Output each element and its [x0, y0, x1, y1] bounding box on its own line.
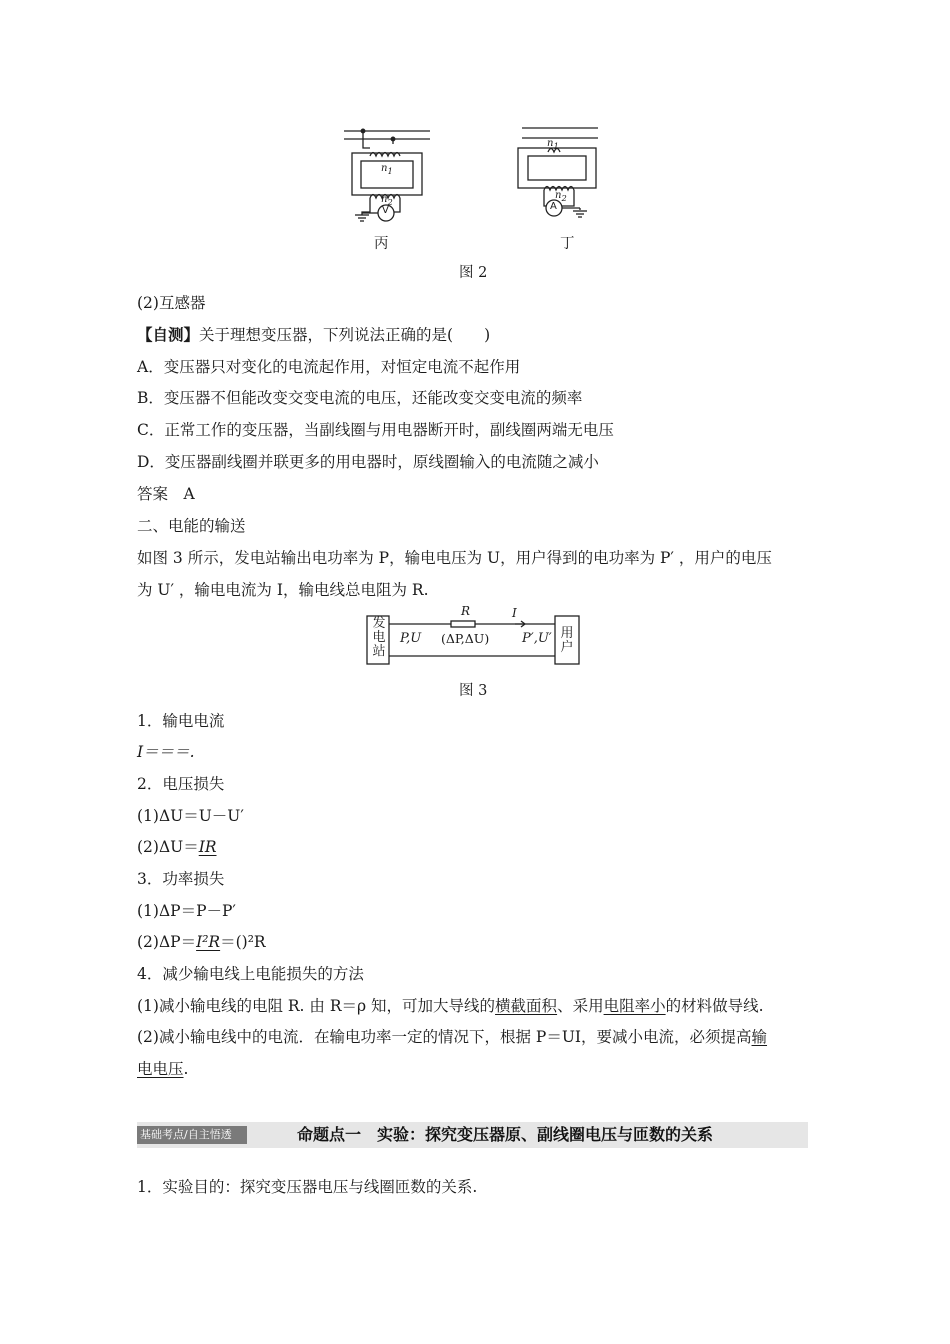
option-c: C．正常工作的变压器，当副线圈与用电器断开时，副线圈两端无电压 [137, 421, 614, 439]
underlined-answer: 电电压 [137, 1060, 184, 1078]
underlined-answer: 输 [751, 1028, 768, 1046]
item-1-heading: 1．输电电流 [137, 712, 225, 730]
method-2-cont: 电电压. [137, 1060, 189, 1078]
quiz-question [137, 324, 490, 346]
banner-title: 命题点一 实验：探究变压器原、副线圈电压与匝数的关系 [297, 1125, 714, 1144]
r-label: R [461, 604, 471, 618]
n2-label-right: $n_2$ [555, 190, 567, 203]
item-2-heading: 2．电压损失 [137, 775, 225, 793]
formula-power-loss-1: (1)ΔP＝P－P′ [137, 902, 236, 920]
pu-label: P,U [400, 631, 422, 646]
item-3-heading: 3．功率损失 [137, 870, 225, 888]
formula-power-loss-2: (2)ΔP＝I²R＝()²R [137, 933, 266, 951]
primary-coil-left [370, 153, 400, 157]
experiment-goal: 1．实验目的：探究变压器电压与线圈匝数的关系. [137, 1178, 478, 1196]
option-a: A．变压器只对变化的电流起作用，对恒定电流不起作用 [137, 358, 521, 376]
intro-line-2: 为 U′ ，输电电流为 I，输电线总电阻为 R. [137, 581, 429, 599]
underlined-answer: 电阻率小 [603, 997, 666, 1015]
pu-prime-label: P′,U′ [522, 631, 552, 646]
underlined-answer: I²R [196, 933, 221, 951]
item-4-heading: 4．减少输电线上电能损失的方法 [137, 965, 364, 983]
intro-line-1: 如图 3 所示，发电站输出电功率为 P，输电电压为 U，用户得到的电功率为 P′ ，用户的电压 [137, 549, 772, 567]
quiz-tag: 【自测】 [137, 325, 200, 344]
core-outer-right [518, 148, 596, 188]
method-2: (2)减小输电线中的电流．在输电功率一定的情况下，根据 P＝UI，要减小电流，必须提高输 [137, 1028, 768, 1046]
quiz-answer: 答案 A [137, 485, 195, 503]
n1-label-left: $n_1$ [381, 163, 393, 176]
formula-voltage-loss-2: (2)ΔU＝IR [137, 838, 217, 856]
quiz-stem: 关于理想变压器，下列说法正确的是( ) [199, 326, 491, 344]
ammeter-symbol: A [550, 201, 557, 212]
loss-label: (ΔP,ΔU) [441, 631, 490, 646]
figure-2-caption: 图 2 [459, 265, 488, 281]
n1-label-right: $n_1$ [547, 138, 559, 151]
formula-voltage-loss-1: (1)ΔU＝U－U′ [137, 807, 244, 825]
section-2-title: 二、电能的输送 [137, 517, 246, 535]
figure-2-left-label: 丙 [374, 236, 389, 252]
topic-banner [137, 1122, 808, 1148]
n2-label-left: $n_2$ [381, 194, 393, 207]
method-1: (1)减小输电线的电阻 R. 由 R＝ρ 知，可加大导线的横截面积、采用电阻率小的材料做导线. [137, 997, 764, 1015]
banner-tag: 基础考点/自主悟透 [137, 1126, 247, 1144]
user-label: 用 户 [560, 626, 574, 655]
section-mutual-inductor: (2)互感器 [137, 294, 206, 312]
figure-2-right-label: 丁 [560, 236, 575, 252]
station-label: 发 电 站 [372, 616, 386, 659]
voltmeter-symbol: V [382, 205, 389, 216]
underlined-answer: 横截面积 [495, 997, 558, 1015]
i-label: I [512, 606, 517, 620]
option-b: B．变压器不但能改变交变电流的电压，还能改变交变电流的频率 [137, 389, 583, 407]
core-inner-right [528, 156, 586, 180]
formula-current: I＝＝＝. [137, 743, 195, 761]
figure-3-caption: 图 3 [459, 683, 488, 699]
underlined-answer: IR [198, 838, 217, 856]
option-d: D．变压器副线圈并联更多的用电器时，原线圈输入的电流随之减小 [137, 453, 599, 471]
resistor-r [451, 621, 475, 627]
